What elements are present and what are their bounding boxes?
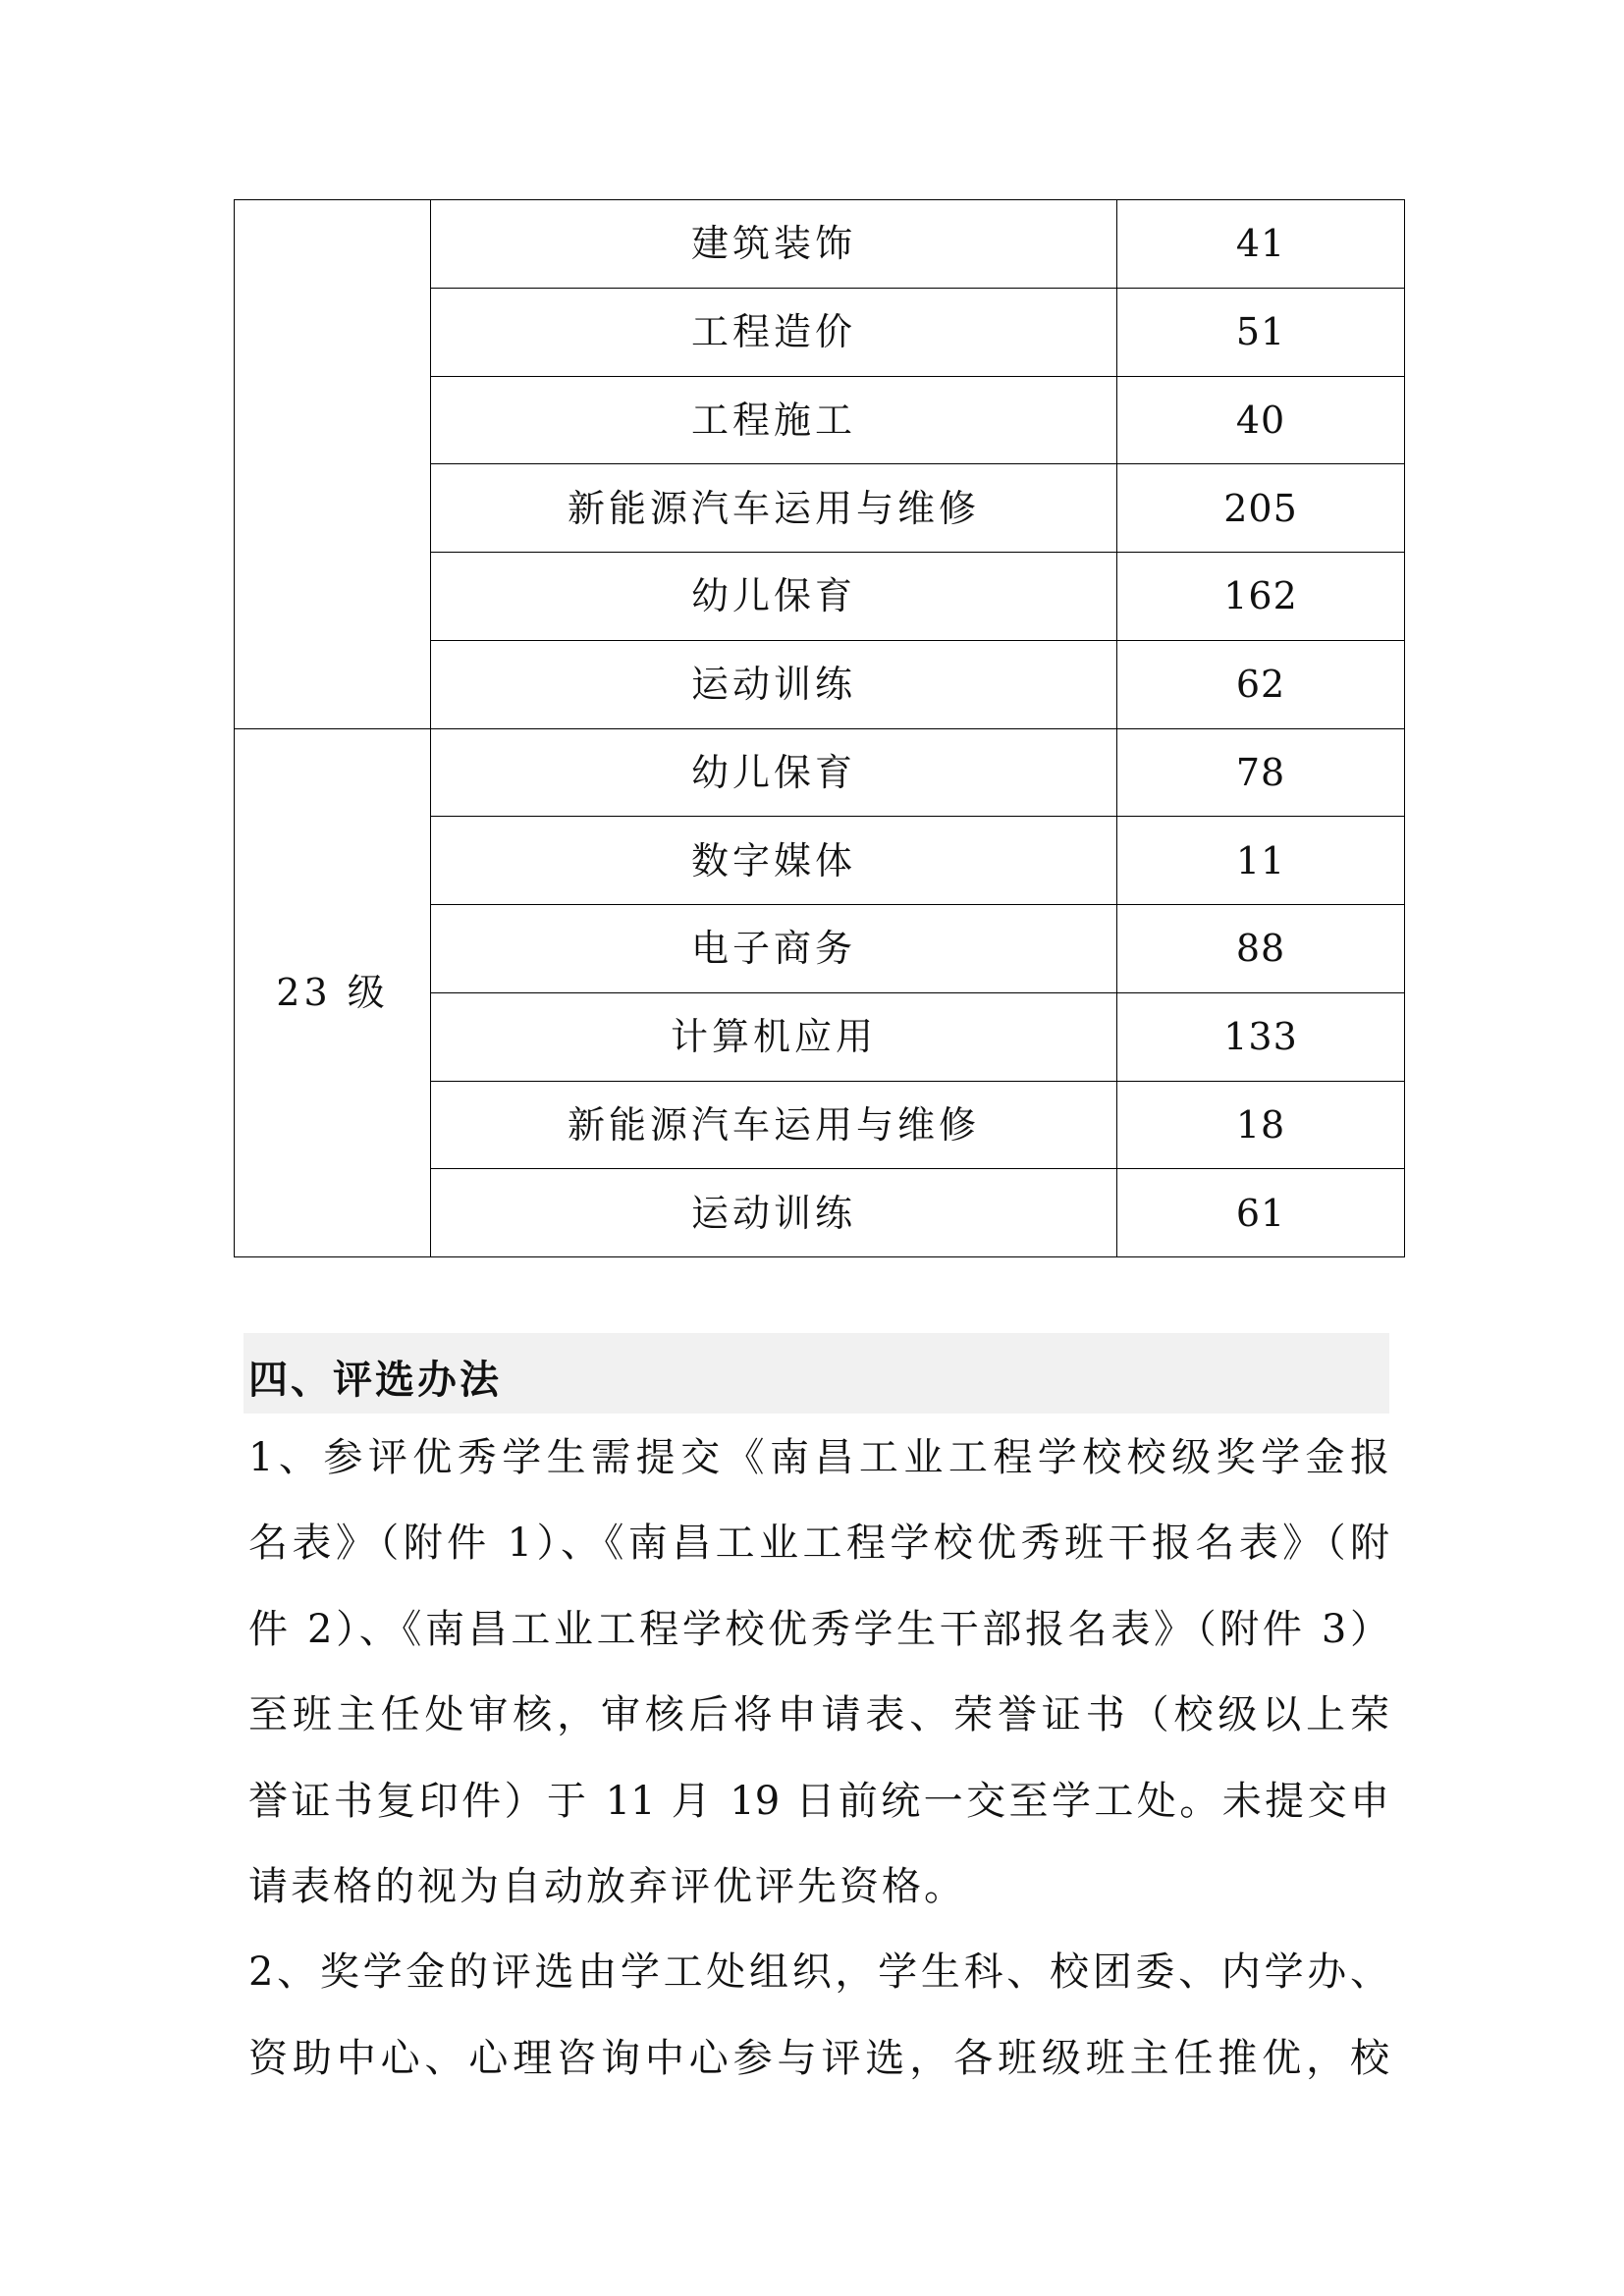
text-line: 资助中心、心理咨询中心参与评选，各班级班主任推优，校 — [248, 2035, 1389, 2081]
section-body — [248, 1415, 1389, 2102]
grade-cell — [235, 200, 431, 729]
text-line: 1、参评优秀学生需提交《南昌工业工程学校校级奖学金报 — [248, 1435, 1389, 1480]
paragraph — [248, 1930, 1389, 2102]
text-line: 名表》（附件 1）、《南昌工业工程学校优秀班干报名表》（附 — [248, 1521, 1389, 1567]
text-line: 2、奖学金的评选由学工处组织，学生科、校团委、内学办、 — [248, 1949, 1389, 1996]
table-row — [235, 728, 1405, 817]
count-cell: 41 — [1117, 200, 1405, 289]
count-cell: 40 — [1117, 376, 1405, 464]
text-line: 至班主任处审核，审核后将申请表、荣誉证书（校级以上荣 — [248, 1692, 1389, 1738]
major-cell: 新能源汽车运用与维修 — [431, 464, 1117, 553]
text-line: 誉证书复印件）于 11 月 19 日前统一交至学工处。未提交申 — [248, 1778, 1389, 1824]
major-count-table — [234, 199, 1405, 1257]
major-cell: 数字媒体 — [431, 817, 1117, 905]
major-cell: 建筑装饰 — [431, 200, 1117, 289]
count-cell: 133 — [1117, 992, 1405, 1081]
major-cell: 幼儿保育 — [431, 728, 1117, 817]
major-cell: 计算机应用 — [431, 992, 1117, 1081]
count-cell: 62 — [1117, 640, 1405, 728]
grade-cell: 23 级 — [235, 728, 431, 1257]
major-cell: 工程造价 — [431, 288, 1117, 376]
count-cell: 78 — [1117, 728, 1405, 817]
count-cell: 162 — [1117, 553, 1405, 641]
count-cell: 61 — [1117, 1169, 1405, 1257]
section-heading — [244, 1333, 1389, 1414]
major-cell: 运动训练 — [431, 640, 1117, 728]
count-cell: 18 — [1117, 1081, 1405, 1169]
table-row — [235, 200, 1405, 289]
count-cell: 11 — [1117, 817, 1405, 905]
major-cell: 工程施工 — [431, 376, 1117, 464]
major-cell: 运动训练 — [431, 1169, 1117, 1257]
text-line: 请表格的视为自动放弃评优评先资格。 — [248, 1863, 966, 1909]
major-cell: 电子商务 — [431, 905, 1117, 993]
count-cell: 205 — [1117, 464, 1405, 553]
section-heading-text: 四、评选办法 — [248, 1357, 502, 1403]
major-cell: 幼儿保育 — [431, 553, 1117, 641]
paragraph — [248, 1415, 1389, 1930]
count-cell: 51 — [1117, 288, 1405, 376]
text-line: 件 2）、《南昌工业工程学校优秀学生干部报名表》（附件 3） — [248, 1606, 1389, 1652]
count-cell: 88 — [1117, 905, 1405, 993]
major-cell: 新能源汽车运用与维修 — [431, 1081, 1117, 1169]
